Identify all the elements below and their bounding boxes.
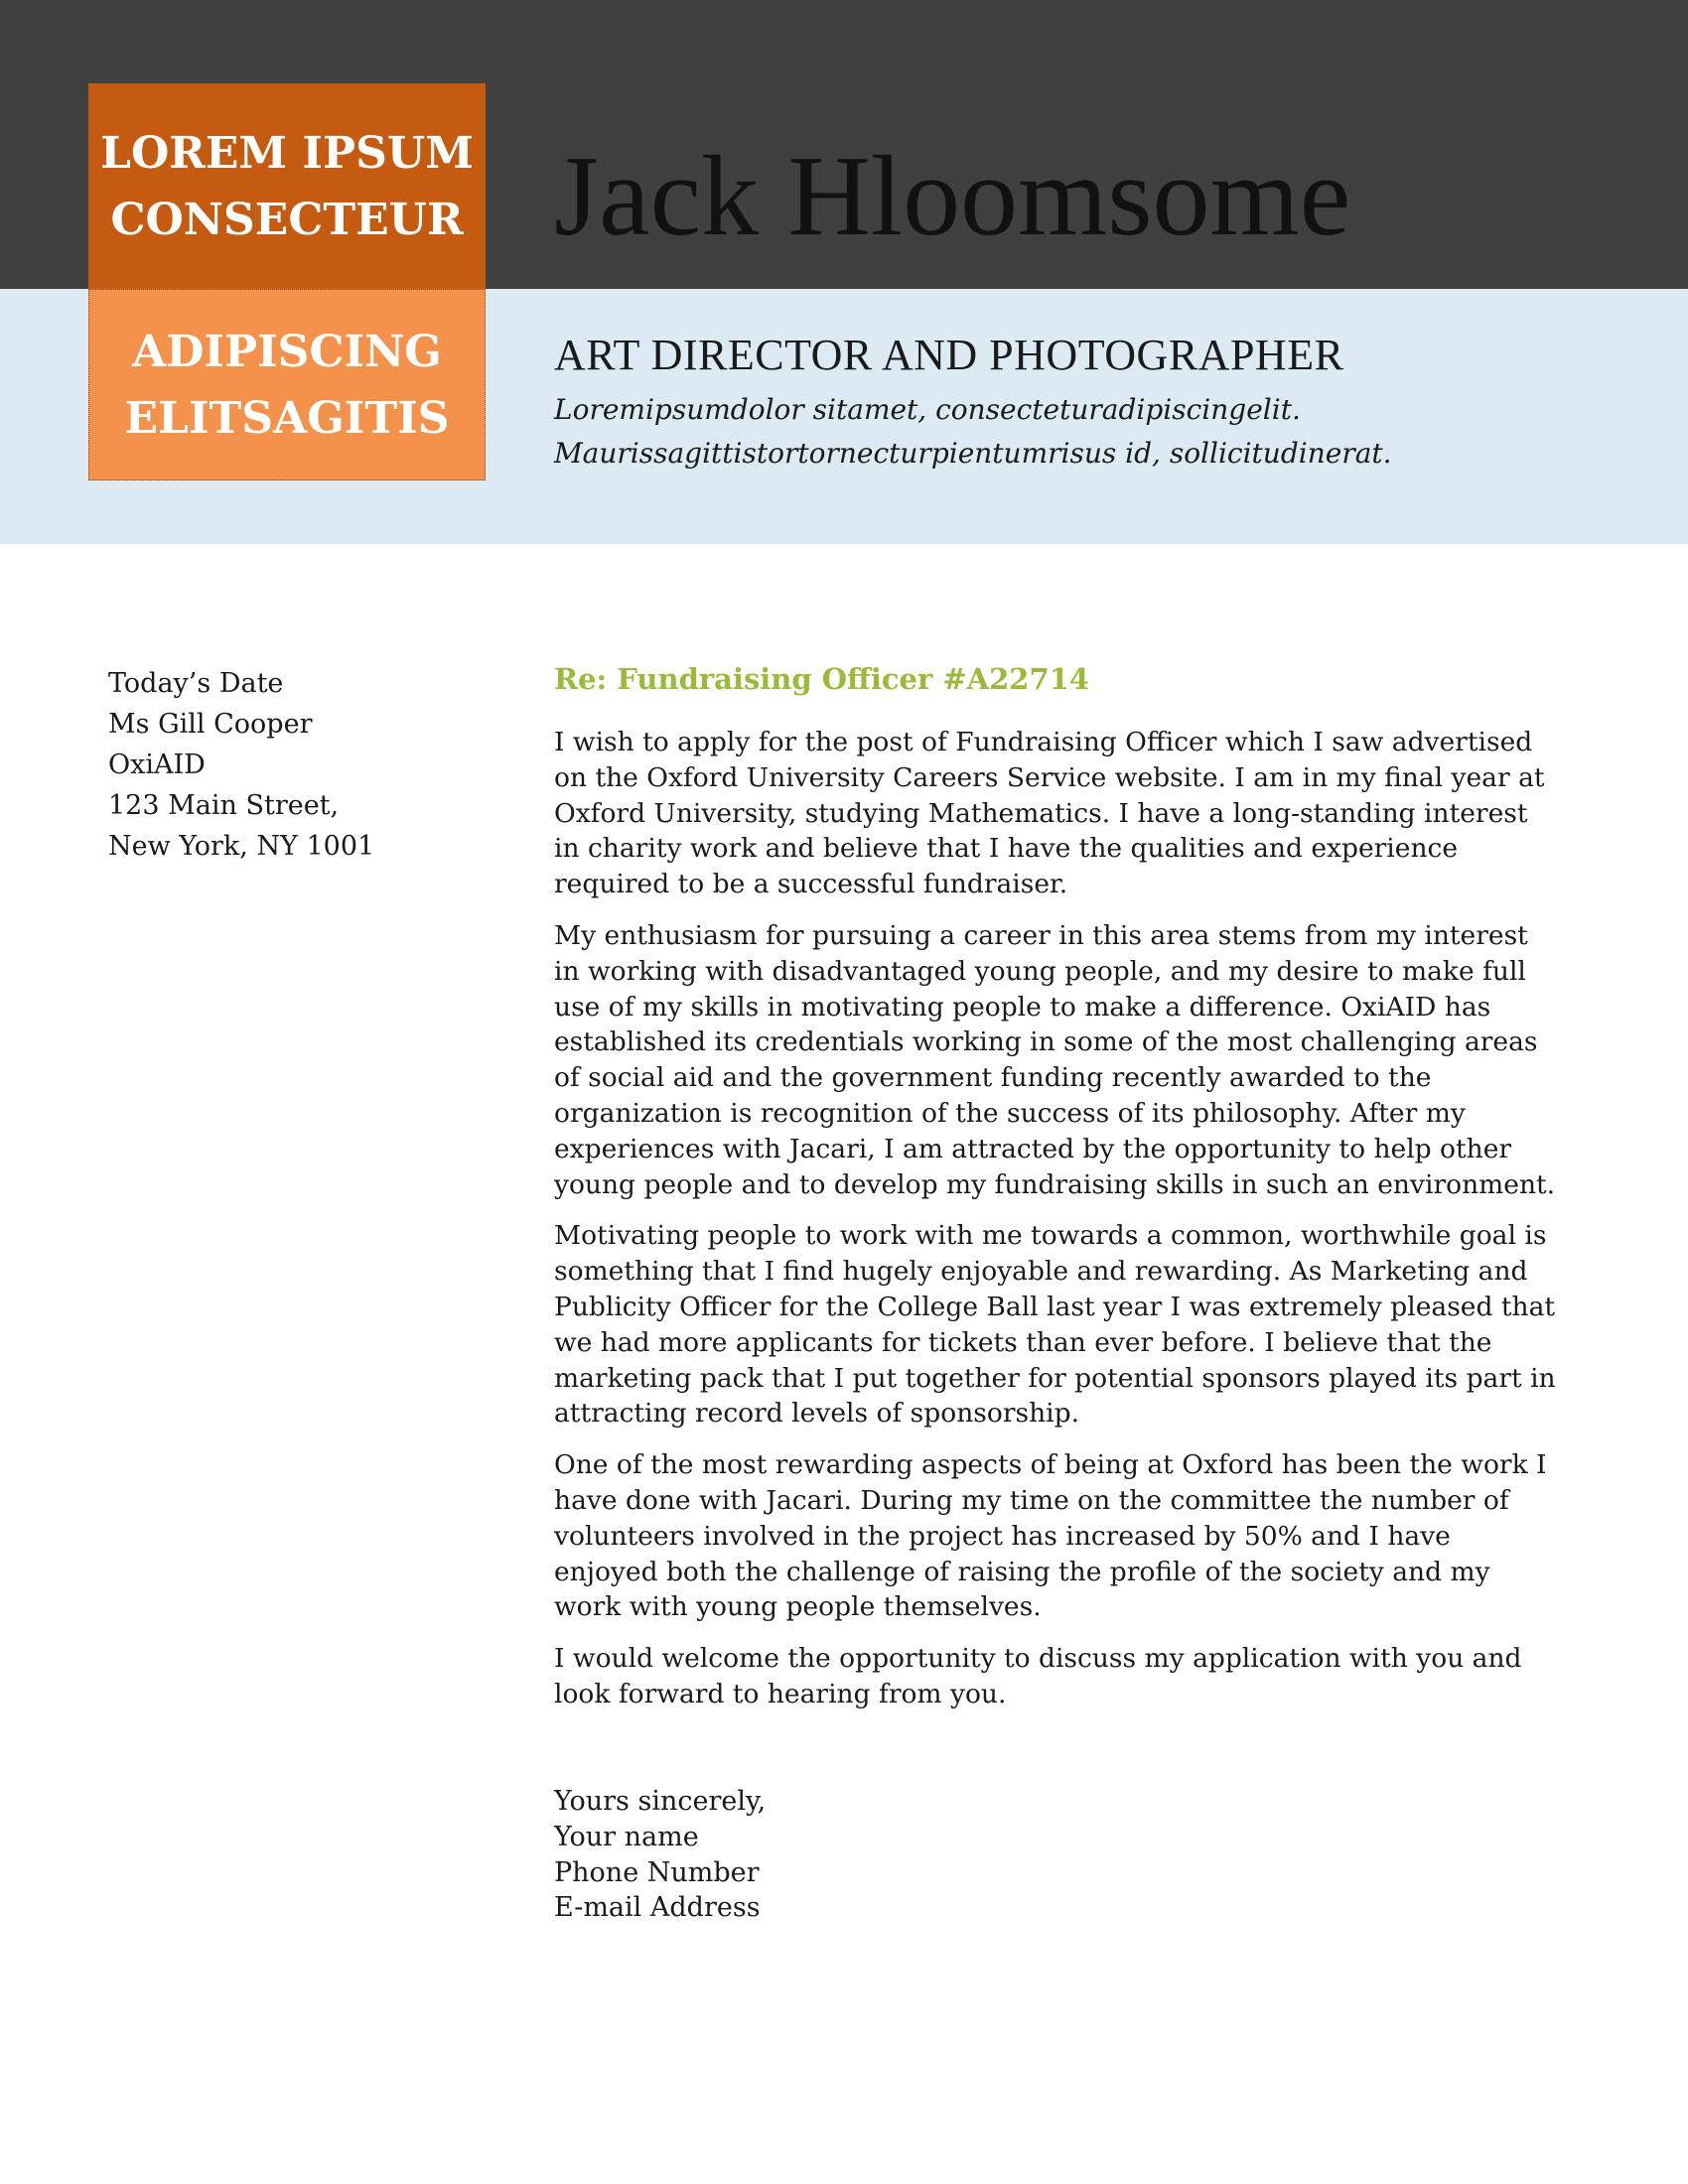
badge-bottom-line: ADIPISCING: [132, 326, 442, 377]
closing-phone: Phone Number: [554, 1856, 760, 1888]
badge-top: [88, 83, 486, 289]
tagline: [554, 388, 1607, 476]
job-title: ART DIRECTOR AND PHOTOGRAPHER: [554, 331, 1344, 379]
letter-closing: [554, 1784, 766, 1926]
badge-bottom: [88, 289, 486, 480]
address-organization: OxiAID: [108, 750, 206, 780]
address-recipient-name: Ms Gill Cooper: [108, 709, 313, 740]
letter-paragraph: My enthusiasm for pursuing a career in this area stems from my interest in working with disadvantaged young people, and my desire to make full use of my skills in motivating people to make a difference. OxiAID has established its credentials working in some of the most challenging areas of social aid and the government funding recently awarded to the organization is recognition of the success of its philosophy. After my experiences with Jacari, I am attracted by the opportunity to help other young people and to develop my fundraising skills in such an environment.: [554, 919, 1556, 1200]
recipient-address: [108, 663, 505, 867]
tagline-line: Loremipsumdolor sitamet, consecteturadipiscingelit.: [554, 393, 1301, 426]
badge-bottom-line: ELITSAGITIS: [124, 392, 450, 444]
closing-email: E-mail Address: [554, 1892, 761, 1924]
letter-paragraph: One of the most rewarding aspects of being at Oxford has been the work I have done with Jacari. During my time on the committee the number of volunteers involved in the project has increased by 50% and I have enjoyed both the challenge of raising the profile of the society and my work with young people themselves.: [554, 1449, 1547, 1623]
letter-paragraph: I would welcome the opportunity to discuss my application with you and look forward to hearing from you.: [554, 1643, 1522, 1709]
address-city: New York, NY 1001: [108, 831, 375, 862]
address-date: Today’s Date: [108, 668, 284, 699]
tagline-line: Maurissagittistortornecturpientumrisus id, sollicitudinerat.: [554, 437, 1392, 470]
badge-top-line: LOREM IPSUM: [100, 127, 474, 179]
closing-salutation: Yours sincerely,: [554, 1786, 767, 1817]
closing-name: Your name: [554, 1821, 699, 1852]
applicant-name: Jack Hloomsome: [554, 133, 1351, 260]
letter-paragraph: Motivating people to work with me towards a common, worthwhile goal is something that I find hugely enjoyable and rewarding. As Marketing and Publicity Officer for the College Ball last year I was extremely pleased that we had more applicants for tickets than ever before. I believe that the marketing pack that I put together for potential sponsors played its part in attracting record levels of sponsorship.: [554, 1220, 1556, 1430]
letter-paragraph: I wish to apply for the post of Fundraising Officer which I saw advertised on the Oxford University Careers Service website. I am in my final year at Oxford University, studying Mathematics. I have a long-standing interest in charity work and believe that I have the qualities and experience required to be a successful fundraiser.: [554, 727, 1545, 900]
address-street: 123 Main Street,: [108, 790, 340, 821]
badge-top-line: CONSECTEUR: [110, 194, 464, 245]
letter-subject: Re: Fundraising Officer #A22714: [554, 662, 1090, 696]
letter-body: [554, 725, 1557, 1728]
